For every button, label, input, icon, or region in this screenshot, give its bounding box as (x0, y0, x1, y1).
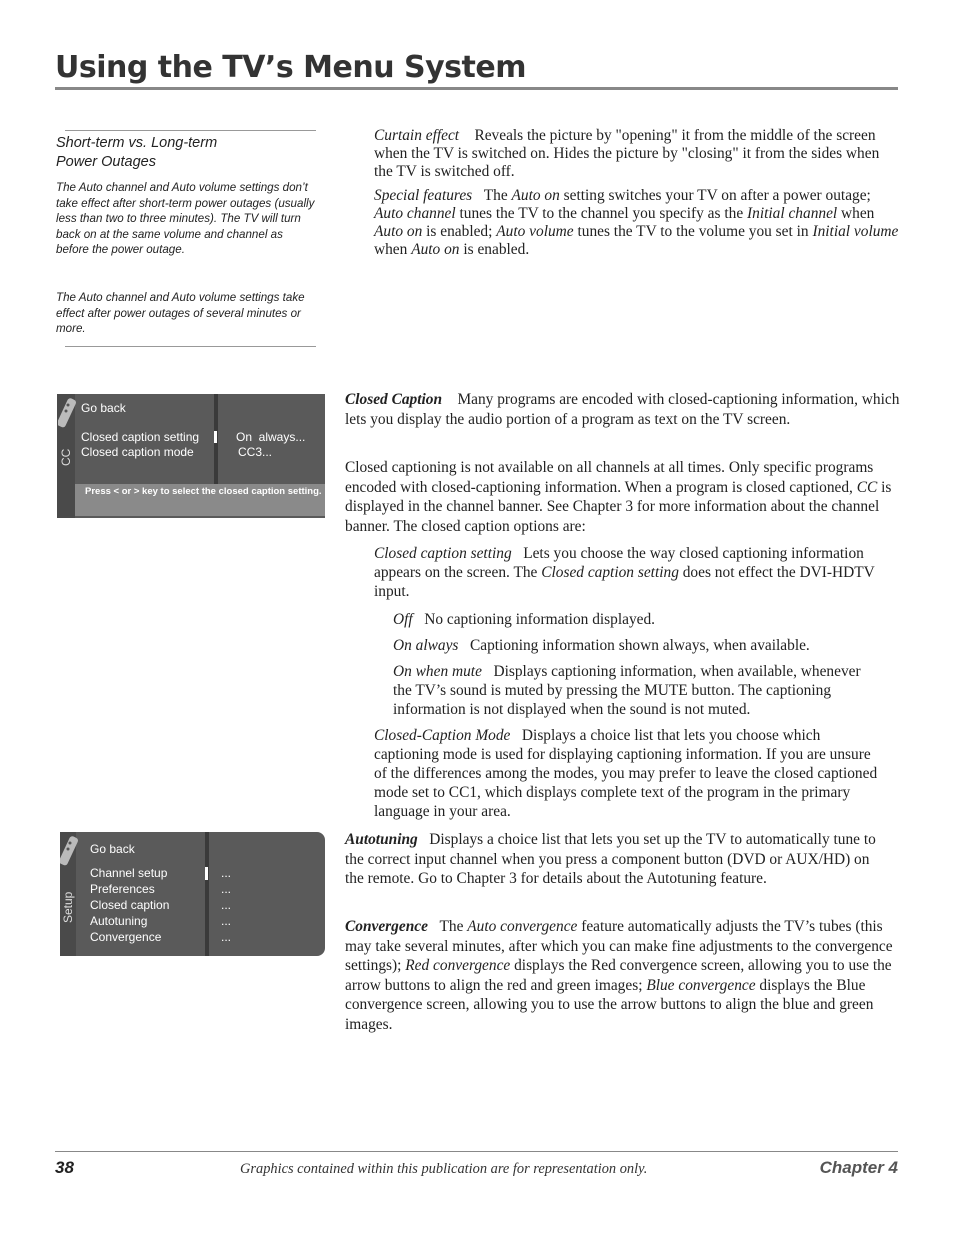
sidebar-heading (56, 134, 306, 172)
setup-menu-item-autotuning[interactable]: Autotuning (90, 914, 148, 928)
cc-setting-term: Closed caption setting (374, 545, 512, 562)
closed-caption-text: Many programs are encoded with closed-captioning information, which lets you display the audio portion of a program as text on the TV screen. (345, 391, 900, 428)
setup-menu-image (60, 832, 325, 956)
special-italic-4: Auto on (374, 223, 423, 240)
setup-menu-value: ... (221, 882, 232, 896)
remote-icon (60, 834, 78, 868)
curtain-effect-text: Reveals the picture by "opening" it from the middle of the screen when the TV is switched on. Hides the picture by "closing" it from the sides when the TV is switched off. (374, 127, 880, 180)
cc-on-always-text: Captioning information shown always, when available. (469, 637, 810, 654)
autotuning-term: Autotuning (345, 831, 418, 848)
cc-on-always-term: On always (393, 637, 459, 654)
cc-mode-term: Closed-Caption Mode (374, 727, 511, 744)
cc-menu-side-label: CC (59, 448, 73, 466)
convergence-term: Convergence (345, 918, 428, 935)
cc-menu-value-setting: On always... (236, 430, 306, 444)
convergence-text-4: displays the Blue convergence screen, allowing you to use the arrow buttons to align the blue and green images. (345, 976, 874, 1033)
curtain-effect-term: Curtain effect (374, 127, 460, 144)
special-text-7: when (374, 241, 412, 258)
cc-availability-text-2: is displayed in the channel banner. See Chapter 3 for more information about the channel banner. The closed caption options are: (345, 478, 892, 535)
page-number: 38 (55, 1158, 74, 1177)
special-italic-2: Auto channel (374, 205, 456, 222)
setup-menu-item-channel-setup[interactable]: Channel setup (90, 866, 168, 880)
setup-menu-value: ... (221, 898, 232, 912)
remote-icon (58, 396, 76, 430)
convergence-paragraph (345, 917, 897, 1034)
convergence-italic-1: Auto convergence (467, 918, 578, 935)
cc-on-mute-term: On when mute (393, 663, 482, 680)
convergence-italic-3: Blue convergence (646, 976, 756, 994)
cc-availability-cc: CC (856, 478, 878, 496)
special-text-2: setting switches your TV on after a power outage; (559, 187, 871, 204)
setup-menu-side-label: Setup (61, 891, 75, 923)
setup-menu-divider (205, 832, 209, 956)
setup-menu-item-closed-caption[interactable]: Closed caption (90, 898, 170, 912)
cc-mode-text: Displays a choice list that lets you choose which captioning mode is used for displaying captioning information. If you are unsure of the differences among the modes, you may prefer to leave the closed captioned mode set to CC1, which displays complete text of the program in the primary language in your area. (374, 727, 878, 820)
sidebar-heading-line1: Short-term vs. Long-term (56, 135, 218, 151)
setup-menu-cursor (205, 867, 208, 880)
special-italic-7: Auto on (411, 241, 460, 258)
autotuning-text: Displays a choice list that lets you set up the TV to automatically tune to the correct input channel when you press a component button (DVD or AUX/HD) on the remote. Go to Chapter 3 for details about the Autotuning feature. (345, 831, 876, 887)
cc-setting-text-2: does not effect the DVI-HDTV input. (374, 564, 875, 600)
autotuning-paragraph (345, 830, 890, 889)
cc-on-always-paragraph (393, 636, 900, 655)
sidebar-heading-line2: Power Outages (56, 154, 156, 170)
setup-menu-item-preferences[interactable]: Preferences (90, 882, 155, 896)
cc-on-mute-text: Displays captioning information, when available, whenever the TV’s sound is muted by pressing the MUTE button. The captioning information is not displayed when the sound is not muted. (393, 663, 861, 718)
cc-setting-paragraph (374, 544, 900, 601)
cc-menu-value-mode: CC3... (238, 445, 273, 459)
convergence-text-3: displays the Red convergence screen, allowing you to use the arrow buttons to align the red and green images; (345, 957, 892, 994)
cc-setting-italic: Closed caption setting (541, 564, 679, 581)
cc-mode-paragraph (374, 726, 884, 821)
closed-caption-term: Closed Caption (345, 391, 443, 408)
cc-off-paragraph (393, 610, 900, 629)
setup-menu-value: ... (221, 914, 232, 928)
sidebar-paragraph-2: The Auto channel and Auto volume settings take effect after power outages of several minutes or more. (56, 291, 305, 336)
convergence-italic-2: Red convergence (405, 957, 511, 974)
special-text-5: is enabled; (422, 223, 497, 240)
cc-menu-item-setting[interactable]: Closed caption setting (81, 430, 200, 444)
closed-caption-menu-image (57, 394, 325, 518)
special-italic-5: Auto volume (496, 223, 574, 240)
special-text-3: tunes the TV to the channel you specify as the (455, 205, 747, 222)
sidebar-top-rule (65, 130, 316, 131)
convergence-text-1: The (439, 918, 468, 935)
cc-setting-text-1: Lets you choose the way closed captioning information appears on the screen. The (374, 545, 864, 581)
special-text-8: is enabled. (459, 241, 530, 258)
special-italic-3: Initial channel (747, 205, 838, 222)
cc-menu-item-mode[interactable]: Closed caption mode (81, 445, 194, 459)
special-italic-6: Initial volume (812, 223, 899, 240)
setup-menu-go-back[interactable]: Go back (90, 842, 135, 856)
footer-note: Graphics contained within this publication are for representation only. (240, 1161, 648, 1177)
special-text-1: The (483, 187, 512, 204)
curtain-effect-paragraph (374, 127, 899, 181)
special-features-term: Special features (374, 187, 473, 204)
cc-menu-help-text: Press < or > key to select the closed caption setting. (75, 484, 325, 516)
setup-menu-value: ... (221, 930, 232, 944)
title-rule (55, 87, 898, 90)
special-text-4: when (837, 205, 875, 222)
special-features-paragraph (374, 187, 899, 259)
cc-off-term: Off (393, 611, 413, 628)
setup-menu-value: ... (221, 866, 232, 880)
cc-menu-go-back[interactable]: Go back (81, 401, 126, 415)
convergence-text-2: feature automatically adjusts the TV’s tubes (this may take several minutes, after which you can make fine adjustments to the convergence settings); (345, 918, 893, 974)
cc-availability-text-1: Closed captioning is not available on all channels at all times. Only specific programs encoded with closed-captioning information. When a program is closed captioned, (345, 459, 874, 496)
chapter-label: Chapter 4 (819, 1158, 898, 1177)
cc-menu-cursor (214, 431, 217, 443)
closed-caption-paragraph (345, 390, 900, 429)
sidebar-bottom-rule (65, 346, 316, 347)
cc-on-mute-paragraph (393, 662, 878, 719)
page-title: Using the TV’s Menu System (55, 50, 526, 85)
special-italic-1: Auto on (511, 187, 560, 204)
sidebar-paragraph-1: The Auto channel and Auto volume settings don’t take effect after short-term power outages (usually less than two to three minutes). The TV will turn back on at the same volume and channel as before the power outage. (56, 181, 315, 257)
cc-off-text: No captioning information displayed. (424, 611, 656, 628)
setup-menu-item-convergence[interactable]: Convergence (90, 930, 162, 944)
special-text-6: tunes the TV to the volume you set in (573, 223, 813, 240)
footer-rule (55, 1151, 898, 1152)
closed-caption-availability-paragraph (345, 458, 900, 536)
